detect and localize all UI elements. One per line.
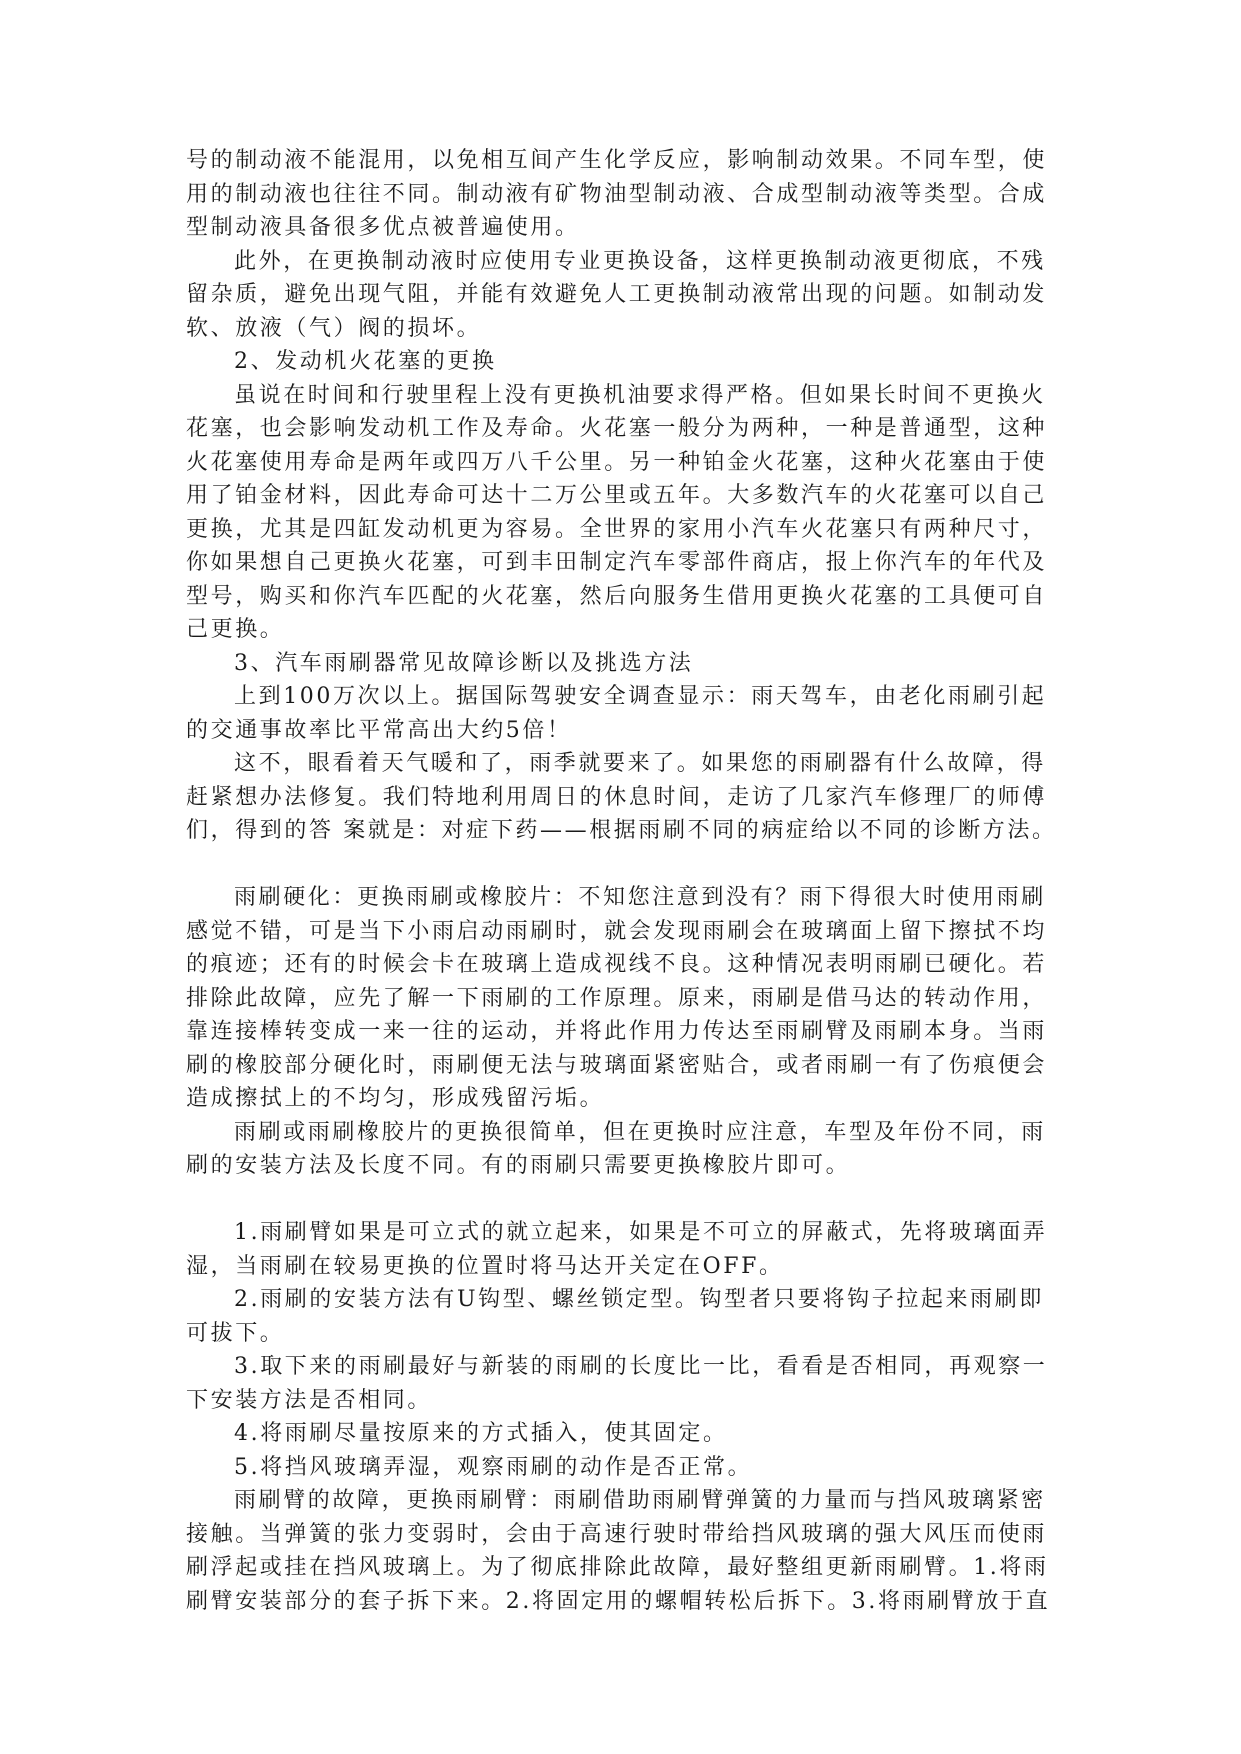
text-line: 排除此故障，应先了解一下雨刷的工作原理。原来，雨刷是借马达的转动作用， bbox=[186, 985, 1048, 1011]
text-line: 花塞，也会影响发动机工作及寿命。火花塞一般分为两种，一种是普通型，这种 bbox=[186, 416, 1048, 441]
text-line: 号的制动液不能混用，以免相互间产生化学反应，影响制动效果。不同车型，使 bbox=[186, 148, 1048, 173]
list-item-2: 2.雨刷的安装方法有U钩型、螺丝锁定型。钩型者只要将钩子拉起来雨刷即 bbox=[234, 1287, 1044, 1312]
paragraph-start-line: 雨刷臂的故障，更换雨刷臂：雨刷借助雨刷臂弹簧的力量而与挡风玻璃紧密 bbox=[234, 1488, 1046, 1513]
text-line: 可拔下。 bbox=[186, 1320, 285, 1346]
text-line: 下安装方法是否相同。 bbox=[186, 1387, 433, 1413]
text-line: 赶紧想办法修复。我们特地利用周日的休息时间，走访了几家汽车修理厂的师傅 bbox=[186, 784, 1048, 810]
text-line: 更换，尤其是四缸发动机更为容易。全世界的家用小汽车火花塞只有两种尺寸， bbox=[186, 516, 1048, 542]
text-line: 造成擦拭上的不均匀，形成残留污垢。 bbox=[186, 1086, 605, 1111]
text-line: 用的制动液也往往不同。制动液有矿物油型制动液、合成型制动液等类型。合成 bbox=[186, 181, 1048, 207]
text-line: 刷臂安装部分的套子拆下来。2.将固定用的螺帽转松后拆下。3.将雨刷臂放于直 bbox=[186, 1588, 1051, 1614]
blank-line bbox=[186, 848, 1056, 882]
text-line: 们，得到的答 案就是：对症下药——根据雨刷不同的病症给以不同的诊断方法。 bbox=[186, 818, 1057, 843]
text-line: 感觉不错，可是当下小雨启动雨刷时，就会发现雨刷会在玻璃面上留下擦拭不均 bbox=[186, 918, 1048, 944]
text-line: 火花塞使用寿命是两年或四万八千公里。另一种铂金火花塞，这种火花塞由于使 bbox=[186, 449, 1048, 475]
text-line: 刷的橡胶部分硬化时，雨刷便无法与玻璃面紧密贴合，或者雨刷一有了伤痕便会 bbox=[186, 1052, 1048, 1078]
paragraph-start-line: 雨刷或雨刷橡胶片的更换很简单，但在更换时应注意，车型及年份不同，雨 bbox=[234, 1119, 1046, 1145]
text-line: 留杂质，避免出现气阻，并能有效避免人工更换制动液常出现的问题。如制动发 bbox=[186, 282, 1048, 307]
text-line: 己更换。 bbox=[186, 617, 285, 642]
paragraph-start-line: 此外，在更换制动液时应使用专业更换设备，这样更换制动液更彻底，不残 bbox=[234, 248, 1046, 274]
text-line: 接触。当弹簧的张力变弱时，会由于高速行驶时带给挡风玻璃的强大风压而使雨 bbox=[186, 1521, 1048, 1547]
paragraph-start-line: 虽说在时间和行驶里程上没有更换机油要求得严格。但如果长时间不更换火 bbox=[234, 382, 1046, 408]
text-line: 型号，购买和你汽车匹配的火花塞，然后向服务生借用更换火花塞的工具便可自 bbox=[186, 583, 1048, 609]
list-item-4: 4.将雨刷尽量按原来的方式插入，使其固定。 bbox=[234, 1421, 728, 1446]
list-item-5: 5.将挡风玻璃弄湿，观察雨刷的动作是否正常。 bbox=[234, 1454, 753, 1480]
paragraph-start-line: 雨刷硬化：更换雨刷或橡胶片：不知您注意到没有？雨下得很大时使用雨刷 bbox=[234, 885, 1046, 910]
section-heading: 3、汽车雨刷器常见故障诊断以及挑选方法 bbox=[234, 650, 694, 676]
section-heading: 2、发动机火花塞的更换 bbox=[234, 349, 497, 374]
text-line: 湿，当雨刷在较易更换的位置时将马达开关定在OFF。 bbox=[186, 1253, 784, 1279]
text-line: 用了铂金材料，因此寿命可达十二万公里或五年。大多数汽车的火花塞可以自己 bbox=[186, 483, 1048, 508]
text-line: 的痕迹；还有的时候会卡在玻璃上造成视线不良。这种情况表明雨刷已硬化。若 bbox=[186, 952, 1048, 977]
body-text bbox=[186, 144, 1056, 1618]
text-line: 靠连接棒转变成一来一往的运动，并将此作用力传达至雨刷臂及雨刷本身。当雨 bbox=[186, 1019, 1048, 1044]
text-line: 刷的安装方法及长度不同。有的雨刷只需要更换橡胶片即可。 bbox=[186, 1153, 851, 1178]
text-line: 的交通事故率比平常高出大约5倍！ bbox=[186, 717, 572, 743]
list-item-1: 1.雨刷臂如果是可立式的就立起来，如果是不可立的屏蔽式，先将玻璃面弄 bbox=[234, 1220, 1048, 1245]
paragraph-start-line: 这不，眼看着天气暖和了，雨季就要来了。如果您的雨刷器有什么故障，得 bbox=[234, 751, 1046, 776]
blank-line bbox=[186, 1183, 1056, 1217]
paragraph-start-line: 上到100万次以上。据国际驾驶安全调查显示：雨天驾车，由老化雨刷引起 bbox=[234, 684, 1047, 709]
list-item-3: 3.取下来的雨刷最好与新装的雨刷的长度比一比，看看是否相同，再观察一 bbox=[234, 1354, 1048, 1379]
text-line: 你如果想自己更换火花塞，可到丰田制定汽车零部件商店，报上你汽车的年代及 bbox=[186, 550, 1048, 575]
text-line: 型制动液具备很多优点被普遍使用。 bbox=[186, 215, 580, 240]
text-line: 软、放液（气）阀的损坏。 bbox=[186, 315, 482, 341]
text-line: 刷浮起或挂在挡风玻璃上。为了彻底排除此故障，最好整组更新雨刷臂。1.将雨 bbox=[186, 1555, 1049, 1580]
